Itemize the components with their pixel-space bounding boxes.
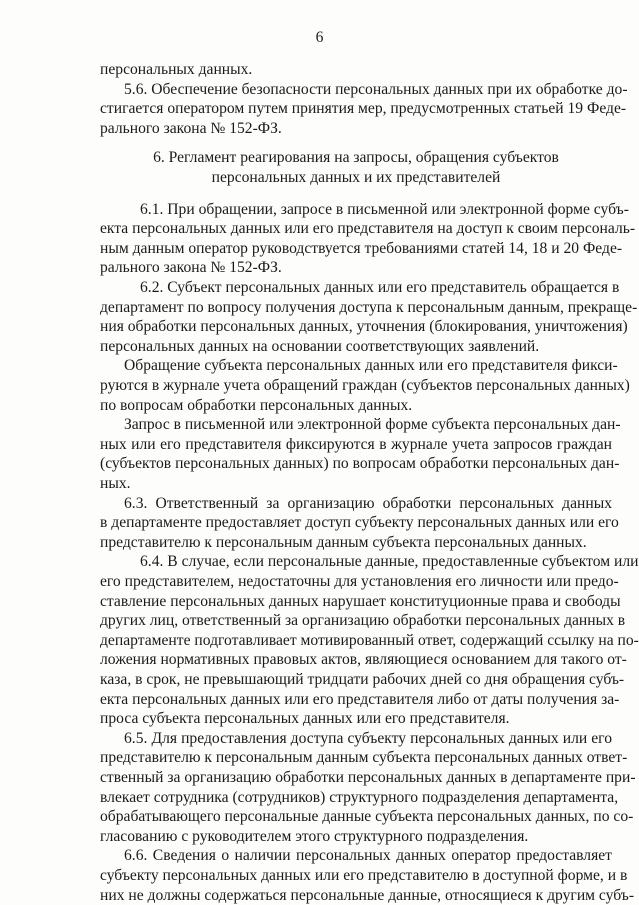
text-line: екта персональных данных или его представителя либо от даты получения за- — [100, 690, 620, 708]
text-line: субъекту персональных данных или его представителю в доступной форме, и в — [100, 867, 628, 884]
text-line: проса субъекта персональных данных или его представителя. — [100, 710, 510, 728]
section-heading: персональных данных и их представителей — [211, 169, 501, 186]
text-line: Запрос в письменной или электронной форме субъекта персональных дан- — [124, 416, 621, 434]
text-line: ных. — [100, 475, 131, 492]
text-line: 5.6. Обеспечение безопасности персональных данных при их обработке до- — [124, 80, 628, 98]
text-line: рального закона № 152-ФЗ. — [100, 259, 282, 277]
text-line: каза, в срок, не превышающий тридцати рабочих дней со дня обращения субъ- — [100, 671, 625, 688]
text-line: его представителем, недостаточны для установления его личности или предо- — [100, 573, 619, 590]
text-line: ставление персональных данных нарушает конституционные права и свободы — [100, 592, 621, 610]
text-line: ных или его представителя фиксируются в журнале учета запросов граждан — [100, 435, 612, 453]
text-line: стигается оператором путем принятия мер, предусмотренных статьей 19 Феде- — [100, 100, 627, 118]
section-heading: 6. Регламент реагирования на запросы, обращения субъектов — [153, 149, 559, 167]
text-line: Обращение субъекта персональных данных или его представителя фикси- — [124, 357, 618, 375]
text-line: 6.2. Субъект персональных данных или его представитель обращается в — [140, 279, 620, 296]
text-line: в департаменте предоставляет доступ субъекту персональных данных или его — [100, 514, 619, 532]
text-line: влекает сотрудника (сотрудников) структурного подразделения департамента, — [100, 788, 619, 806]
text-line: персональных данных на основании соответствующих заявлений. — [100, 337, 540, 355]
text-line: 6.4. В случае, если персональные данные, предоставленные субъектом или — [140, 553, 639, 571]
text-line: них не должны содержаться персональные данные, относящиеся к другим субъ- — [100, 886, 635, 904]
text-line: департаменте подготавливает мотивированный ответ, содержащий ссылку на по- — [100, 631, 639, 649]
text-line: 6.6. Сведения о наличии персональных данных оператор предоставляет — [124, 847, 612, 865]
text-line: обрабатывающего персональные данные субъекта персональных данных, по со- — [100, 808, 634, 826]
text-line: 6.3. Ответственный за организацию обработки персональных данных — [124, 494, 612, 512]
text-line: представителю к персональным данным субъекта персональных данных. — [100, 533, 587, 551]
text-line: 6.1. При обращении, запросе в письменной или электронной форме субъ- — [140, 200, 629, 218]
text-line: представителю к персональным данным субъекта персональных данных ответ- — [100, 749, 628, 767]
text-line: ложения нормативных правовых актов, являющиеся основанием для такого от- — [100, 651, 627, 669]
text-line: других лиц, ответственный за организацию обработки персональных данных в — [100, 612, 626, 630]
text-line: персональных данных. — [100, 61, 253, 78]
text-line: ственный за организацию обработки персональных данных в департаменте при- — [100, 769, 636, 786]
text-line: руются в журнале учета обращений граждан (субъектов персональных данных) — [100, 377, 630, 394]
text-line: ным данным оператор руководствуется требованиями статей 14, 18 и 20 Феде- — [100, 239, 623, 257]
page-number: 6 — [315, 29, 324, 46]
text-line: гласованию с руководителем этого структурного подразделения. — [100, 827, 529, 845]
text-line: департамент по вопросу получения доступа к персональным данным, прекраще- — [100, 298, 638, 316]
text-line: екта персональных данных или его представителя на доступ к своим персональ- — [100, 220, 636, 238]
text-line: по вопросам обработки персональных данных. — [100, 396, 413, 414]
text-line: 6.5. Для предоставления доступа субъекту персональных данных или его — [124, 729, 612, 747]
text-line: ния обработки персональных данных, уточнения (блокирования, уничтожения) — [100, 318, 628, 336]
text-line: (субъектов персональных данных) по вопросам обработки персональных дан- — [100, 455, 620, 473]
text-line: рального закона № 152-ФЗ. — [100, 119, 282, 137]
